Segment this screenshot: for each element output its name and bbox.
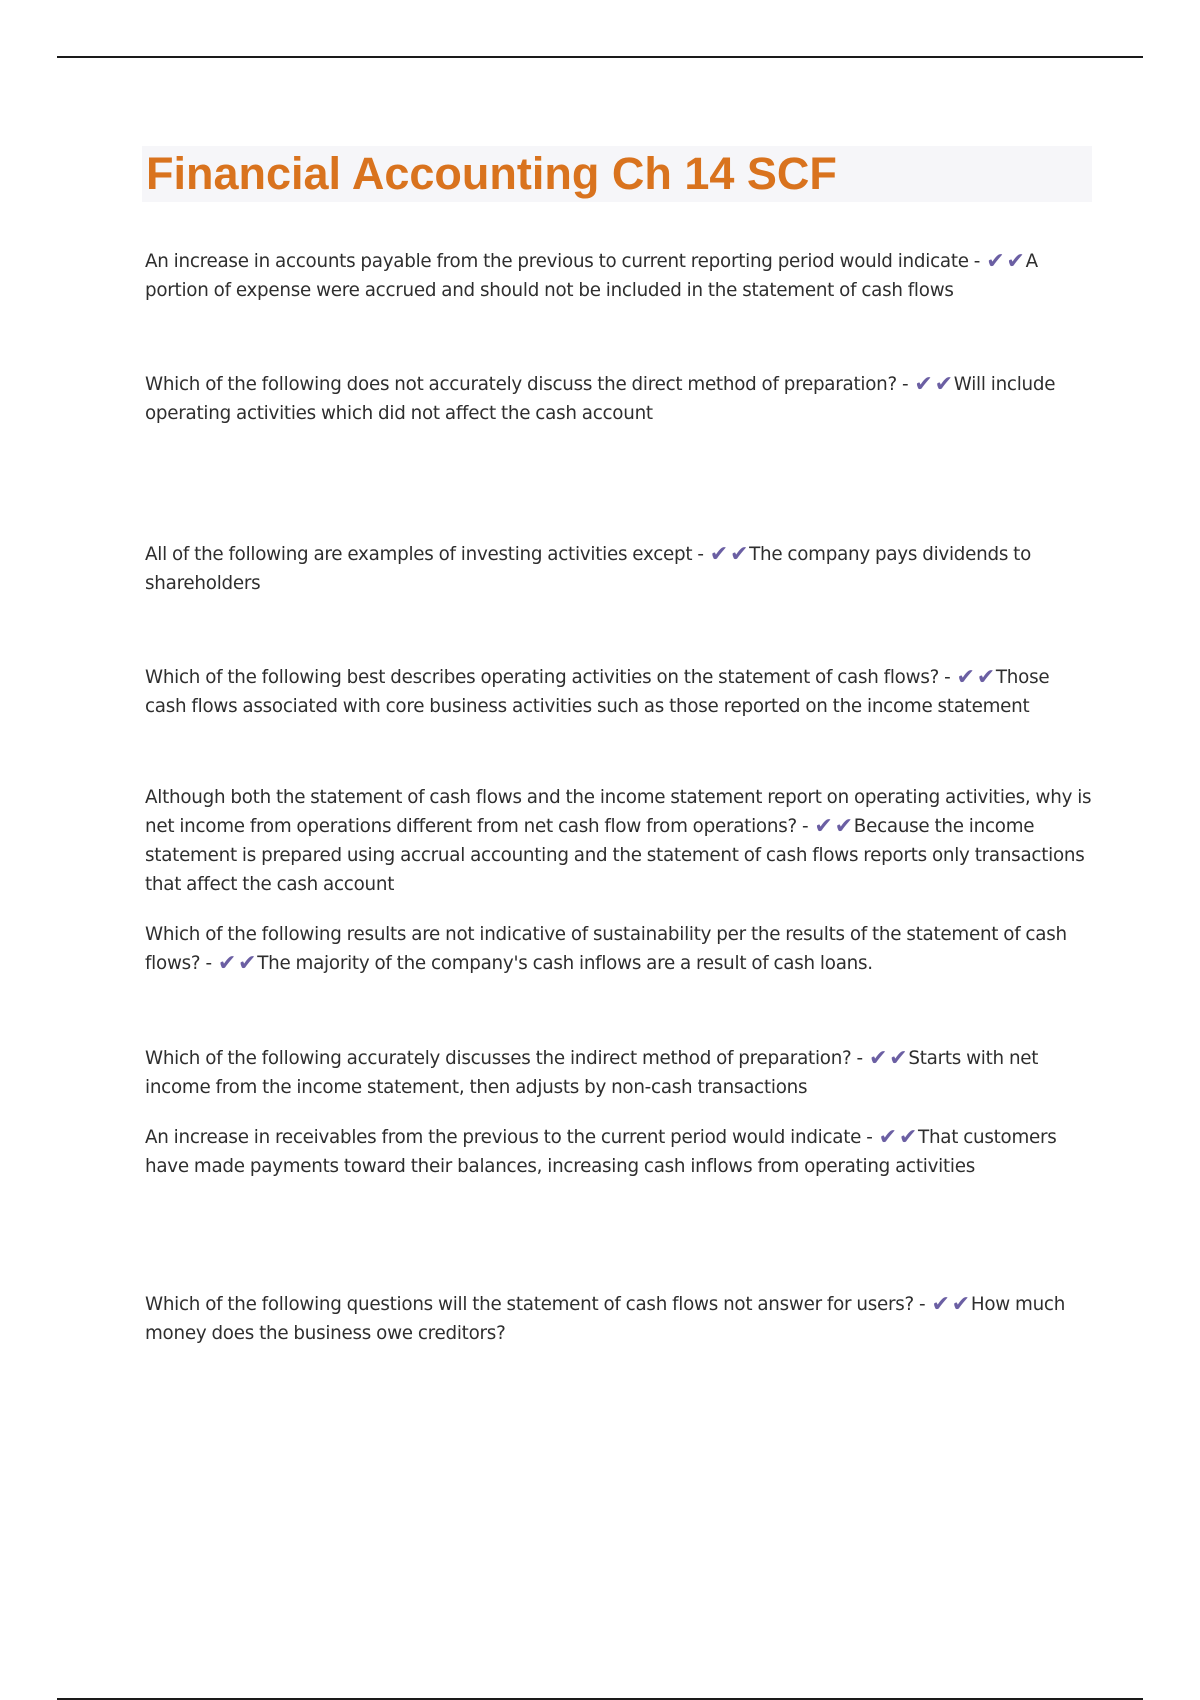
qa-item-5 [145,783,1095,899]
check-icon: ✔ [986,249,1005,274]
qa-item-6 [145,920,1095,978]
check-icon: ✔ [1006,249,1025,274]
check-icon: ✔ [814,814,833,839]
answer-text: Will include operating activities which did not affect the cash account [145,374,1056,424]
qa-item-3 [145,540,1095,598]
answer-text: The majority of the company's cash inflows are a result of cash loans. [257,953,873,974]
qa-item-8 [145,1123,1095,1181]
check-icon: ✔ [934,372,953,397]
question-text: All of the following are examples of investing activities except - [145,544,704,565]
answer-text: Those cash flows associated with core business activities such as those reported on the income statement [145,667,1050,717]
answer-text: A portion of expense were accrued and should not be included in the statement of cash flows [145,251,1038,301]
top-rule [57,56,1143,58]
qa-item-1 [145,247,1095,305]
qa-item-7 [145,1044,1095,1102]
check-icon: ✔ [729,542,749,567]
check-icon: ✔ [878,1125,897,1150]
question-text: Although both the statement of cash flows and the income statement report on operating activities, why is net income from operations different from net cash flow from operations? - [145,787,1092,837]
question-text: An increase in accounts payable from the previous to current reporting period would indicate - [145,251,981,272]
check-icon: ✔ [834,814,853,839]
question-text: Which of the following results are not indicative of sustainability per the results of the statement of cash flows? - [145,924,1067,974]
question-text: Which of the following questions will the statement of cash flows not answer for users? - [145,1294,926,1315]
question-text: An increase in receivables from the previous to the current period would indicate - [145,1127,873,1148]
qa-item-2 [145,370,1095,428]
check-icon: ✔ [217,951,237,976]
question-text: Which of the following accurately discusses the indirect method of preparation? - [145,1048,863,1069]
answer-text: That customers have made payments toward their balances, increasing cash inflows from operating activities [145,1127,1057,1177]
check-icon: ✔ [889,1046,908,1071]
check-icon: ✔ [956,665,975,690]
answer-text: Starts with net income from the income statement, then adjusts by non-cash transactions [145,1048,1039,1098]
answer-text: How much money does the business owe creditors? [145,1294,1066,1344]
document-title: Financial Accounting Ch 14 SCF [146,148,837,199]
check-icon: ✔ [914,372,933,397]
check-icon: ✔ [931,1292,950,1317]
check-icon: ✔ [898,1125,918,1150]
question-text: Which of the following does not accurately discuss the direct method of preparation? - [145,374,909,395]
check-icon: ✔ [238,951,257,976]
qa-item-9 [145,1290,1095,1348]
check-icon: ✔ [951,1292,970,1317]
answer-text: The company pays dividends to shareholders [145,544,1032,594]
check-icon: ✔ [976,665,995,690]
question-text: Which of the following best describes operating activities on the statement of cash flows? - [145,667,951,688]
qa-item-4 [145,663,1095,721]
check-icon: ✔ [709,542,728,567]
answer-text: Because the income statement is prepared using accrual accounting and the statement of cash flows reports only transactions that affect the cash account [145,816,1085,895]
check-icon: ✔ [868,1046,888,1071]
